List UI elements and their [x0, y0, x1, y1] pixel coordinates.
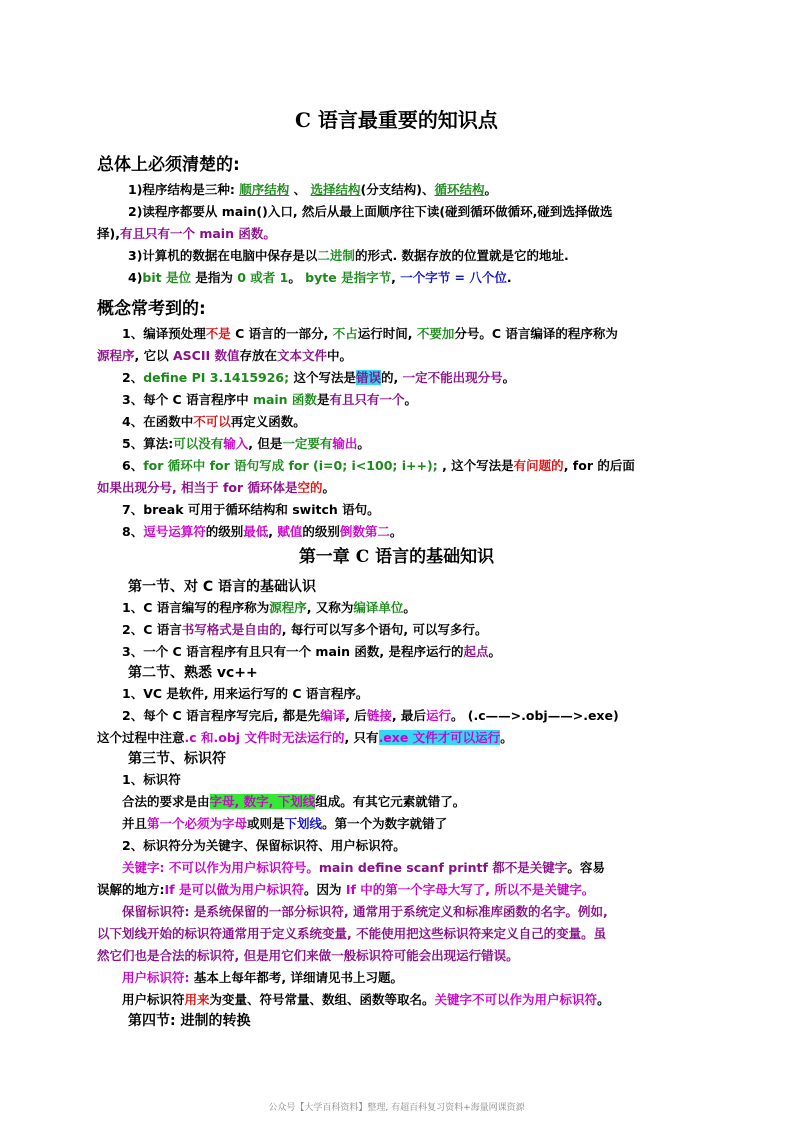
section-3-item-2: [122, 792, 722, 812]
text: 的级别: [205, 524, 244, 539]
text-highlight: main define scanf printf 都不是关键字: [318, 860, 568, 875]
keyword-line-cont: [97, 880, 697, 900]
text: 存放在: [239, 348, 277, 363]
overview-item-4: [128, 268, 728, 288]
text-highlight: ASCII 数值: [172, 348, 240, 363]
text: 1、C 语言编写的程序称为: [122, 600, 270, 615]
text: (分支结构)、: [360, 182, 435, 197]
text-highlight: If 是可以做为用户标识符: [164, 882, 304, 897]
text: 再定义函数。: [230, 414, 306, 429]
text-highlight: 选择结构: [310, 182, 361, 197]
text-highlight: for 循环中 for 语句写成 for (i=0; i<100; i++);: [143, 458, 443, 473]
reserved-id-line-2: 以下划线开始的标识符通常用于定义系统变量, 不能使用把这些标识符来定义自己的变量。虽: [97, 926, 607, 941]
footer-watermark: 公众号【大学百科资料】整理, 有超百科复习资料+海量网课资源: [268, 1103, 525, 1113]
text: 5、算法:: [122, 436, 174, 451]
text: 3、一个 C 语言程序有且只有一个 main 函数, 是程序运行的: [122, 644, 464, 659]
text-highlight: 倒数第二: [339, 524, 390, 539]
section-1-item-2: [122, 620, 722, 640]
text: 的级别: [302, 524, 340, 539]
text-highlight: 用户标识符:: [122, 970, 190, 985]
text: 。: [322, 480, 336, 495]
text: 合法的要求是由: [122, 794, 210, 809]
text: 的,: [381, 370, 403, 385]
concept-item-6-cont: [97, 478, 697, 498]
text-highlight: 有且只有一个: [329, 392, 405, 407]
text-highlight: 编译单位: [353, 600, 404, 615]
text-highlight: 运行: [425, 708, 451, 723]
text: , 它以: [134, 348, 173, 363]
text-highlight: 不要加: [416, 326, 455, 341]
text: 2、: [122, 370, 144, 385]
text: 8、: [122, 524, 144, 539]
text: 4、在函数中: [122, 414, 194, 429]
text: 。: [500, 730, 513, 745]
text-highlight: 如果出现分号, 相当于 for 循环体是: [97, 480, 298, 495]
text: ,: [391, 270, 401, 285]
text-highlight: define PI 3.1415926;: [143, 370, 290, 385]
text-highlight: 0 或者 1: [237, 270, 289, 285]
text-highlight: 一定要有: [282, 436, 333, 451]
text: 。: [389, 524, 403, 539]
text-highlight: 空的: [297, 480, 323, 495]
text: 或则是: [247, 816, 285, 831]
user-id-line-1: [122, 968, 722, 988]
text: 3、每个 C 语言程序中: [122, 392, 253, 407]
section-3-title: 第三节、标识符: [128, 751, 226, 767]
text: 是指为: [190, 270, 238, 285]
text-highlight: 逗号运算符: [143, 524, 206, 539]
text: 6、: [122, 458, 144, 473]
user-id-line-2: [122, 990, 722, 1010]
chapter-title: 第一章 C 语言的基础知识: [298, 547, 495, 567]
text-highlight: 关键字: 不可以作为用户标识符号。: [122, 860, 319, 875]
text: 。 (.c——>.obj——>.exe): [450, 708, 619, 723]
text: 。第一个为数字就错了: [322, 816, 448, 831]
concept-item-3: [122, 390, 722, 410]
text-highlight: 书写格式是自由的: [181, 622, 282, 637]
text: 择),: [97, 226, 120, 241]
section-4-title: 第四节: 进制的转换: [128, 1013, 251, 1029]
concept-item-6: [122, 456, 722, 476]
text-highlight: 链接: [366, 708, 392, 723]
section-2-title: 第二节、熟悉 vc++: [128, 665, 258, 681]
text-highlight: 字母, 数字, 下划线: [209, 794, 316, 809]
text: 中。: [327, 348, 353, 363]
text: 。: [404, 392, 417, 407]
section-2-item-1: 1、VC 是软件, 用来运行写的 C 语言程序。: [122, 686, 369, 701]
concept-item-7: 7、break 可用于循环结构和 switch 语句。: [122, 502, 380, 517]
text-highlight: 起点: [463, 644, 489, 659]
text: 。: [357, 436, 370, 451]
text-highlight: 下划线: [284, 816, 323, 831]
text-highlight: 可以没有: [173, 436, 224, 451]
text: 用户标识符: [122, 992, 185, 1007]
text-highlight: 一定不能出现分号: [402, 370, 503, 385]
text: 。: [484, 182, 498, 197]
text-highlight: If 中的第一个字母大写了, 所以不是关键字。: [345, 882, 595, 897]
page-title: C 语言最重要的知识点: [295, 108, 498, 132]
overview-item-2-cont: [97, 224, 697, 244]
text-highlight: 一个字节 = 八个位: [400, 270, 507, 285]
text-highlight: main 函数: [252, 392, 317, 407]
text-highlight: 源程序: [97, 348, 135, 363]
text: 这个写法是: [289, 370, 356, 385]
text-highlight: 不可以: [193, 414, 231, 429]
text-highlight: 赋值: [277, 524, 303, 539]
text: 。: [288, 270, 306, 285]
concept-item-2: [122, 368, 722, 388]
text: 基本上每年都考, 详细请见书上习题。: [189, 970, 403, 985]
text-highlight: .exe 文件才可以运行: [378, 730, 501, 745]
heading-overview: 总体上必须清楚的:: [97, 155, 240, 175]
text-highlight: .c 和.obj 文件时无法运行的: [184, 730, 345, 745]
text-highlight: 编译: [320, 708, 346, 723]
text: 误解的地方:: [97, 882, 165, 897]
text: 2、C 语言: [122, 622, 182, 637]
text-highlight: 二进制: [317, 248, 355, 263]
text-highlight: 循环结构: [434, 182, 485, 197]
text: 是: [316, 392, 330, 407]
section-1-title: 第一节、对 C 语言的基础认识: [128, 579, 317, 595]
section-3-item-3: [122, 814, 722, 834]
text: 1、编译预处理: [122, 326, 206, 341]
text-highlight: 不是: [205, 326, 231, 341]
text: 。因为: [303, 882, 346, 897]
text-highlight: 文本文件: [277, 348, 328, 363]
text: , 只有: [344, 730, 379, 745]
text-highlight: 有且只有一个 main 函数。: [119, 226, 276, 241]
text: C 语言的一部分,: [230, 326, 333, 341]
text: 、: [293, 182, 307, 197]
text: 3)计算机的数据在电脑中保存是以: [128, 248, 318, 263]
section-3-item-1: 1、标识符: [122, 772, 181, 787]
text-highlight: 顺序结构: [239, 182, 290, 197]
text-highlight: 输入: [223, 436, 249, 451]
text-highlight: 最低: [243, 524, 269, 539]
reserved-id-line-1: 保留标识符: 是系统保留的一部分标识符, 通常用于系统定义和标准库函数的名字。例如,: [122, 904, 608, 919]
overview-item-2: 2)读程序都要从 main()入口, 然后从最上面顺序往下读(碰到循环做循环,碰到选择做选: [128, 204, 613, 219]
text: , 又称为: [306, 600, 354, 615]
text: , 每行可以写多个语句, 可以写多行。: [281, 622, 488, 637]
text: 运行时间,: [357, 326, 417, 341]
text: .: [506, 270, 512, 285]
text: 2、每个 C 语言程序写完后, 都是先: [122, 708, 321, 723]
text: 。: [403, 600, 416, 615]
text: 这个过程中注意: [97, 730, 185, 745]
text: 的形式. 数据存放的位置就是它的地址.: [354, 248, 569, 263]
overview-item-1: [128, 180, 728, 200]
text-highlight: bit 是位: [142, 270, 191, 285]
overview-item-3: [128, 246, 728, 266]
text: 。容易: [567, 860, 605, 875]
text-highlight: 错误: [355, 370, 381, 385]
text-highlight: 关键字不可以作为用户标识符: [434, 992, 598, 1007]
text-highlight: 源程序: [269, 600, 307, 615]
text: , for 的后面: [563, 458, 635, 473]
section-1-item-1: [122, 598, 722, 618]
text-highlight: 有问题的: [513, 458, 564, 473]
concept-item-1-cont: [97, 346, 697, 366]
reserved-id-line-3: 然它们也是合法的标识符, 但是用它们来做一般标识符可能会出现运行错误。: [97, 948, 519, 963]
text: 组成。有其它元素就错了。: [315, 794, 466, 809]
text: 并且: [122, 816, 148, 831]
text: 为变量、符号常量、数组、函数等取名。: [209, 992, 435, 1007]
text-highlight: 输出: [332, 436, 358, 451]
text: , 最后: [391, 708, 426, 723]
text-highlight: 第一个必须为字母: [147, 816, 248, 831]
keyword-line: [122, 858, 722, 878]
text-highlight: 用来: [184, 992, 210, 1007]
text: , 这个写法是: [442, 458, 514, 473]
concept-item-5: [122, 434, 722, 454]
text-highlight: byte 是指字节: [305, 270, 392, 285]
concept-item-1: [122, 324, 722, 344]
section-1-item-3: [122, 642, 722, 662]
text: , 后: [345, 708, 367, 723]
heading-concepts: 概念常考到的:: [97, 299, 206, 319]
text: 4): [128, 270, 143, 285]
section-2-item-2-cont: [97, 728, 697, 748]
text: 。: [597, 992, 610, 1007]
text: ,: [268, 524, 278, 539]
concept-item-4: [122, 412, 722, 432]
text: 。: [488, 644, 502, 659]
text: 。: [502, 370, 516, 385]
text: 分号。C 语言编译的程序称为: [454, 326, 618, 341]
section-2-item-2: [122, 706, 722, 726]
text: 1)程序结构是三种:: [128, 182, 235, 197]
text: , 但是: [248, 436, 283, 451]
concept-item-8: [122, 522, 722, 542]
section-3-item-4: 2、标识符分为关键字、保留标识符、用户标识符。: [122, 838, 406, 853]
text-highlight: 不占: [332, 326, 358, 341]
